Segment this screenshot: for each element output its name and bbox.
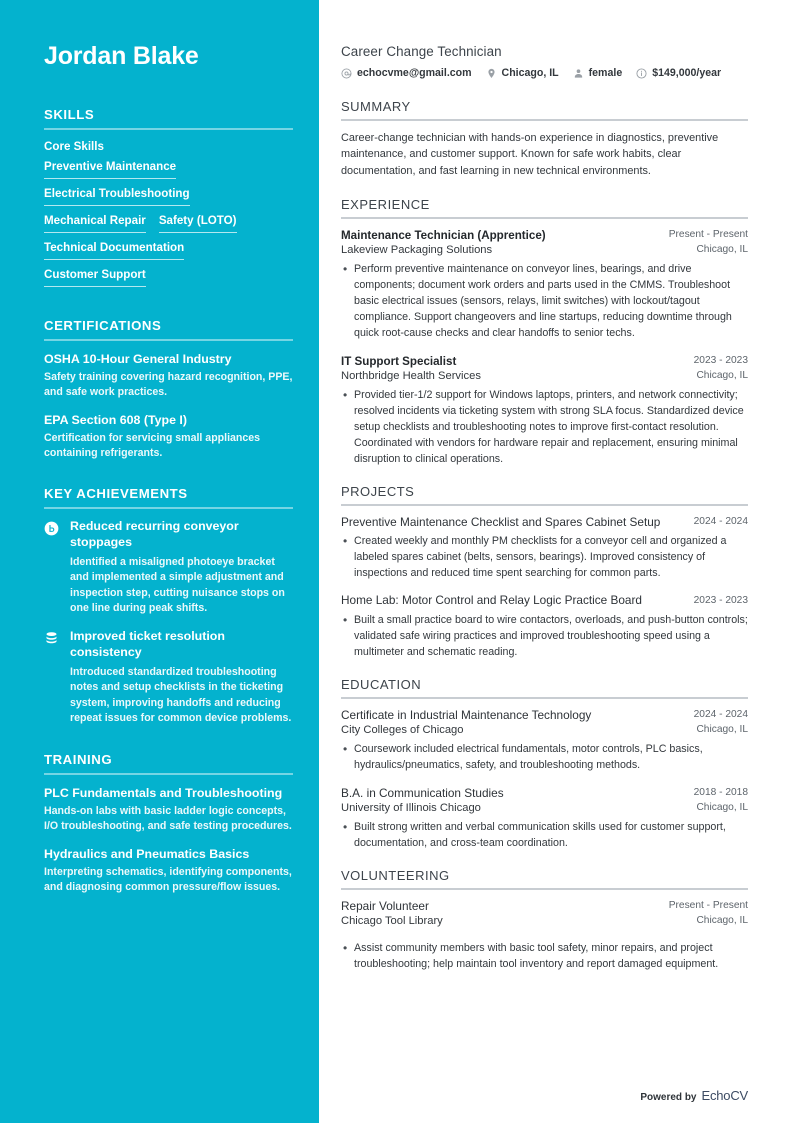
experience-entry-subheader — [341, 369, 748, 384]
volunteering-entry-dates: Present - Present — [668, 899, 748, 911]
education-entry — [341, 708, 748, 774]
experience-entry-header — [341, 228, 748, 243]
volunteering-entry-bullet: • Assist community members with basic tool safety, minor repairs, and project troubleshooting; help maintain tool inventory and report damaged equipment. — [341, 940, 748, 972]
training-item-description: Interpreting schematics, identifying components, and diagnosing common pressure/flow issues. — [44, 865, 292, 893]
experience-entry-title: Maintenance Technician (Apprentice) — [341, 228, 546, 242]
contact-value: female — [588, 67, 623, 79]
training-item-title: Hydraulics and Pneumatics Basics — [44, 846, 250, 861]
education-divider — [341, 697, 748, 699]
project-entry-dates: 2024 - 2024 — [693, 516, 748, 528]
experience-list — [341, 228, 748, 467]
experience-entry-subheader — [341, 243, 748, 258]
project-entry — [341, 515, 748, 582]
education-list — [341, 708, 748, 852]
experience-entry-bullet: • Perform preventive maintenance on conveyor lines, bearings, and drive components; document work orders and parts used in the CMMS. Troubleshoot basic electrical issues (sensors, relays, limit switches) with lockout/tagout compliance. Support changeovers and line startups, reducing downtime through quick root-cause checks and clear handoffs to senior techs. — [341, 261, 748, 341]
sidebar-section-key-achievements — [44, 486, 293, 726]
project-entry-bullet: • Built a small practice board to wire contactors, overloads, and push-button controls; validated safe wiring practices and improved troubleshooting speed using a multimeter and schematic reading. — [341, 612, 748, 660]
training-item — [44, 846, 293, 895]
training-item-description: Hands-on labs with basic ladder logic concepts, I/O troubleshooting, and safe testing procedures. — [44, 804, 292, 832]
experience-entry-location: Chicago, IL — [696, 369, 748, 381]
achievement-title: Reduced recurring conveyor stoppages — [70, 519, 239, 549]
education-heading: EDUCATION — [341, 677, 422, 693]
project-entry-title: Home Lab: Motor Control and Relay Logic Practice Board — [341, 593, 642, 608]
contact-item — [486, 67, 559, 79]
contact-value: $149,000/year — [652, 67, 722, 79]
achievement-title: Improved ticket resolution consistency — [70, 629, 225, 660]
projects-list — [341, 515, 748, 660]
training-divider — [44, 773, 293, 775]
education-entry-dates: 2024 - 2024 — [693, 708, 748, 720]
project-entry-header — [341, 593, 748, 609]
section-education — [341, 677, 748, 851]
sidebar-section-skills — [44, 107, 293, 293]
volunteering-entry-title: Repair Volunteer — [341, 898, 429, 913]
education-entry — [341, 786, 748, 852]
headline-job-title: Career Change Technician — [341, 44, 502, 59]
achievement-description: Introduced standardized troubleshooting notes and setup checklists in the ticketing system, improving handoffs and reducing repeat issues for common device problems. — [70, 666, 292, 725]
skills-divider — [44, 128, 293, 130]
certification-item-title: EPA Section 608 (Type I) — [44, 412, 187, 427]
contact-value: Chicago, IL — [501, 67, 559, 79]
certifications-divider — [44, 339, 293, 341]
sidebar — [0, 0, 319, 1123]
skills-list — [44, 158, 293, 293]
experience-entry-dates: Present - Present — [668, 228, 748, 240]
certifications-list — [44, 351, 293, 461]
certification-item-description: Certification for servicing small appliances containing refrigerants. — [44, 432, 261, 460]
education-entry-bullets — [341, 819, 748, 851]
contact-item — [573, 67, 623, 79]
sidebar-section-training — [44, 752, 293, 895]
badge-circle-icon — [44, 521, 59, 536]
brand-name: EchoCV — [701, 1088, 748, 1103]
training-item-title: PLC Fundamentals and Troubleshooting — [44, 785, 283, 800]
skill-chip: Technical Documentation — [44, 239, 184, 260]
certification-item-title: OSHA 10-Hour General Industry — [44, 351, 232, 366]
summary-divider — [341, 119, 748, 121]
education-entry-subheader — [341, 801, 748, 816]
experience-entry-bullets — [341, 261, 748, 341]
education-entry-bullets — [341, 741, 748, 773]
sidebar-section-certifications — [44, 318, 293, 461]
project-entry-dates: 2023 - 2023 — [693, 595, 748, 607]
projects-divider — [341, 504, 748, 506]
main-content — [319, 0, 794, 1123]
volunteering-divider — [341, 888, 748, 890]
experience-entry-dates: 2023 - 2023 — [693, 354, 748, 366]
experience-entry-header — [341, 354, 748, 369]
project-entry-bullets — [341, 533, 748, 581]
training-list — [44, 785, 293, 895]
section-projects — [341, 484, 748, 660]
skills-group-label: Core Skills — [44, 139, 104, 153]
key-achievements-divider — [44, 507, 293, 509]
project-entry-title: Preventive Maintenance Checklist and Spares Cabinet Setup — [341, 514, 661, 529]
volunteering-entry-subheader — [341, 914, 748, 929]
email-icon — [341, 68, 352, 79]
salary-info-icon — [636, 68, 647, 79]
project-entry — [341, 593, 748, 660]
training-item — [44, 785, 293, 834]
volunteering-list — [341, 899, 748, 972]
certification-item — [44, 351, 293, 400]
experience-entry — [341, 354, 748, 468]
section-summary — [341, 99, 748, 180]
education-entry-title: Certificate in Industrial Maintenance Technology — [341, 707, 592, 722]
skill-chip: Preventive Maintenance — [44, 158, 176, 179]
contact-item — [636, 67, 721, 79]
education-entry-header — [341, 786, 748, 802]
contact-value: echocvme@gmail.com — [357, 67, 472, 79]
skill-chip: Electrical Troubleshooting — [44, 185, 190, 206]
skill-chip: Customer Support — [44, 266, 146, 287]
experience-divider — [341, 217, 748, 219]
person-icon — [573, 68, 584, 79]
education-entry-bullet: • Coursework included electrical fundamentals, motor controls, PLC basics, hydraulics/pneumatics, safety, and troubleshooting methods. — [341, 741, 748, 773]
volunteering-entry-header — [341, 899, 748, 915]
training-heading: TRAINING — [44, 751, 113, 767]
certifications-heading: CERTIFICATIONS — [44, 317, 162, 333]
volunteering-heading: VOLUNTEERING — [341, 868, 450, 884]
contact-item — [341, 67, 472, 79]
experience-entry-bullet: • Provided tier-1/2 support for Windows laptops, printers, and network connectivity; resolved incidents via ticketing system with strong SLA focus. Standardized device setup checklists and troubleshooting notes to improve first-contact resolution. Coordinated with vendors for hardware repair and replacement, ensuring minimal disruption to clinical operations. — [341, 387, 748, 467]
education-entry-dates: 2018 - 2018 — [693, 786, 748, 798]
volunteering-entry-bullets — [341, 940, 748, 972]
project-entry-bullet: • Created weekly and monthly PM checklists for a conveyor cell and organized a labeled spares cabinet (belts, sensors, bearings). Improved consistency of inspections and reduced time spent searching for common parts. — [341, 533, 748, 581]
experience-entry-organization: Lakeview Packaging Solutions — [341, 244, 493, 257]
experience-entry-location: Chicago, IL — [696, 244, 748, 256]
key-achievements-heading: KEY ACHIEVEMENTS — [44, 486, 188, 502]
project-entry-bullets — [341, 612, 748, 660]
candidate-name: Jordan Blake — [44, 42, 199, 70]
education-entry-bullet: • Built strong written and verbal communication skills used for customer support, documentation, and cross-team coordination. — [341, 819, 748, 851]
footer-branding — [640, 1088, 748, 1103]
achievement-item — [44, 519, 293, 616]
powered-by-label: Powered by — [640, 1092, 697, 1103]
education-entry-organization: City Colleges of Chicago — [341, 724, 464, 737]
database-stack-icon — [44, 631, 59, 646]
education-entry-location: Chicago, IL — [696, 724, 748, 736]
education-entry-title: B.A. in Communication Studies — [341, 785, 504, 800]
volunteering-entry — [341, 899, 748, 972]
experience-entry — [341, 228, 748, 342]
summary-heading: SUMMARY — [341, 99, 411, 114]
certification-item — [44, 412, 293, 461]
project-entry-header — [341, 515, 748, 531]
experience-entry-title: IT Support Specialist — [341, 354, 457, 368]
education-entry-location: Chicago, IL — [696, 802, 748, 814]
education-entry-organization: University of Illinois Chicago — [341, 802, 481, 815]
skills-heading: SKILLS — [44, 106, 95, 122]
summary-text: Career-change technician with hands-on experience in diagnostics, preventive maintenance, and customer support. Known for safe work habits, clear documentation, and fast learning in new technical environments. — [341, 131, 719, 178]
experience-entry-organization: Northbridge Health Services — [341, 369, 481, 382]
education-entry-header — [341, 708, 748, 724]
achievement-item — [44, 629, 293, 726]
education-entry-subheader — [341, 723, 748, 738]
key-achievements-list — [44, 519, 293, 726]
experience-entry-bullets — [341, 387, 748, 467]
certification-item-description: Safety training covering hazard recognition, PPE, and safe work practices. — [44, 370, 293, 398]
location-pin-icon — [486, 68, 497, 79]
section-volunteering — [341, 868, 748, 971]
section-experience — [341, 197, 748, 467]
experience-heading: EXPERIENCE — [341, 197, 430, 213]
projects-heading: PROJECTS — [341, 484, 415, 500]
achievement-description: Identified a misaligned photoeye bracket and implemented a simple adjustment and inspection step, cutting nuisance stops on one line during peak shifts. — [70, 555, 285, 614]
skill-chip: Mechanical Repair — [44, 212, 146, 233]
volunteering-entry-organization: Chicago Tool Library — [341, 915, 443, 928]
volunteering-entry-location: Chicago, IL — [696, 915, 748, 927]
skill-chip: Safety (LOTO) — [159, 212, 237, 233]
contact-row — [341, 67, 748, 79]
